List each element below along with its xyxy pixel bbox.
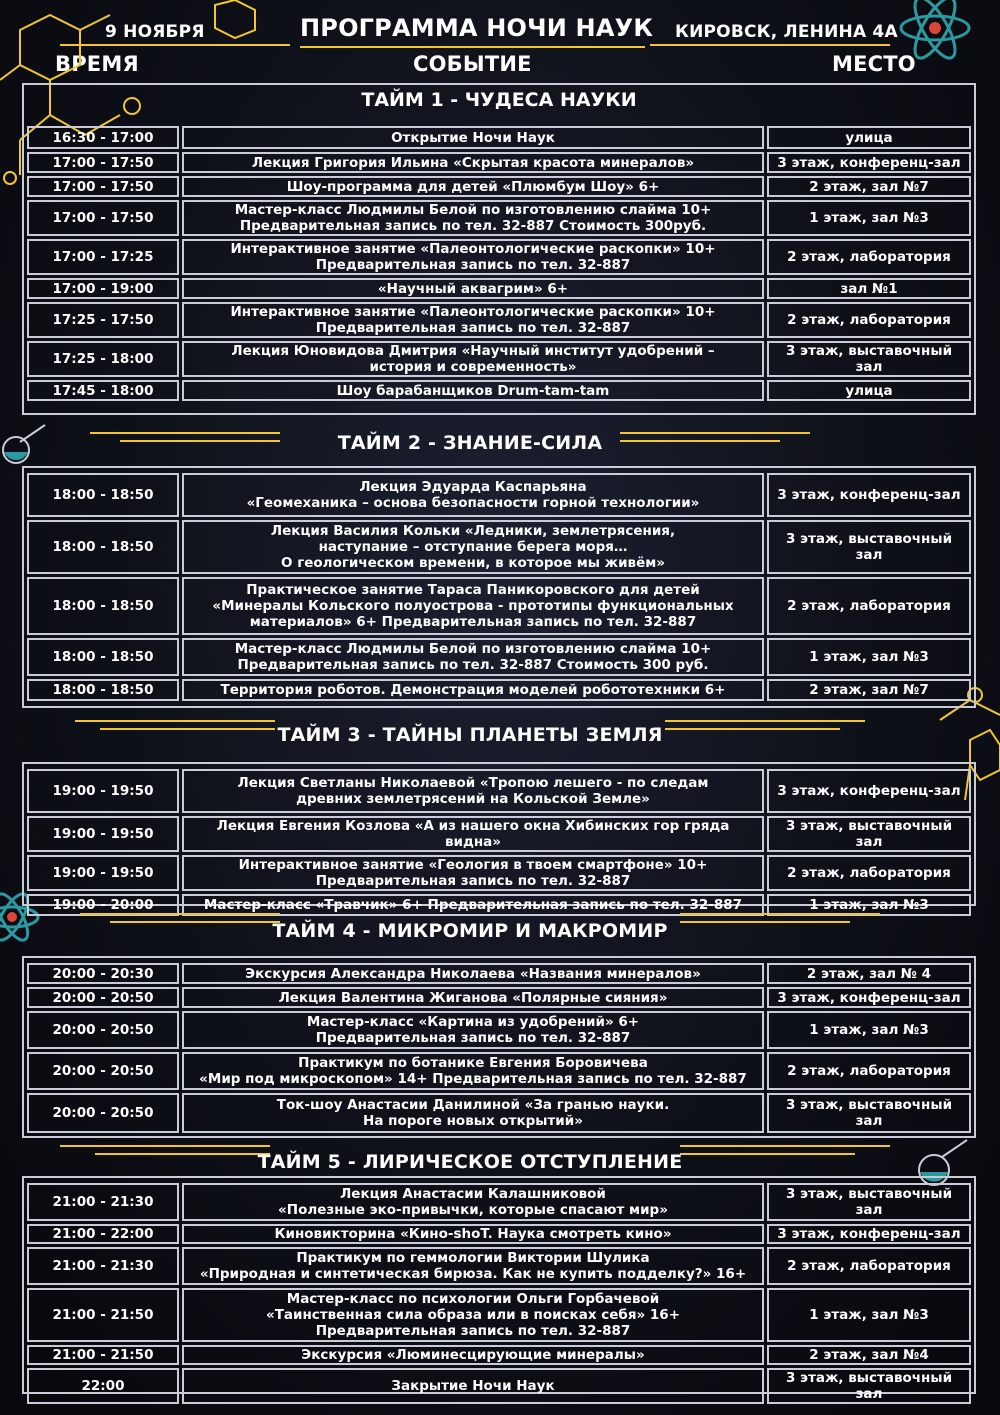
- divider-line: [60, 1145, 270, 1147]
- place-cell: 3 этаж, конференц-зал: [767, 987, 971, 1008]
- event-line: история и современность»: [369, 359, 577, 375]
- time-cell: 16:30 - 17:00: [27, 126, 179, 149]
- event-line: «Полезные эко-привычки, которые спасают мир»: [278, 1202, 668, 1218]
- table-row: [27, 1093, 971, 1133]
- event-cell: [182, 577, 764, 635]
- time-cell: 17:00 - 19:00: [27, 278, 179, 299]
- time-cell: 18:00 - 18:50: [27, 473, 179, 517]
- time-cell: 22:00: [27, 1368, 179, 1404]
- divider-line: [680, 1145, 890, 1147]
- time-cell: 21:00 - 21:50: [27, 1345, 179, 1365]
- event-cell: [182, 520, 764, 574]
- divider-line: [75, 720, 275, 722]
- table-row: [27, 380, 971, 401]
- table-row: [27, 341, 971, 377]
- event-line: Интерактивное занятие «Палеонтологические раскопки» 10+: [230, 241, 716, 257]
- event-line: Лекция Валентина Жиганова «Полярные сияния»: [278, 989, 668, 1006]
- event-cell: [182, 1052, 764, 1090]
- event-line: Закрытие Ночи Наук: [391, 1378, 555, 1394]
- event-cell: [182, 473, 764, 517]
- place-cell: 1 этаж, зал №3: [767, 1011, 971, 1049]
- table-row: [27, 473, 971, 517]
- section-title: ТАЙМ 1 - ЧУДЕСА НАУКИ: [361, 89, 637, 111]
- table-row: [27, 679, 971, 701]
- place-cell: 2 этаж, зал №4: [767, 1345, 971, 1365]
- place-cell: 2 этаж, лаборатория: [767, 577, 971, 635]
- place-cell: 3 этаж, выставочный зал: [767, 341, 971, 377]
- time-cell: 20:00 - 20:50: [27, 987, 179, 1008]
- event-cell: [182, 1011, 764, 1049]
- table-row: [27, 1183, 971, 1221]
- event-line: Интерактивное занятие «Геология в твоем смартфоне» 10+: [238, 857, 708, 873]
- event-cell: [182, 1368, 764, 1404]
- event-line: «Минералы Кольского полуострова - прототипы функциональных: [212, 598, 734, 614]
- place-cell: 2 этаж, лаборатория: [767, 239, 971, 275]
- event-date: 9 НОЯБРЯ: [105, 22, 205, 42]
- event-cell: [182, 816, 764, 852]
- event-line: Ток-шоу Анастасии Данилиной «За гранью науки.: [276, 1097, 670, 1113]
- place-cell: улица: [767, 126, 971, 149]
- event-line: Практикум по геммологии Виктории Шулика: [296, 1250, 650, 1266]
- table-row: [27, 200, 971, 236]
- section-title: ТАЙМ 2 - ЗНАНИЕ-СИЛА: [337, 432, 603, 454]
- event-cell: [182, 126, 764, 149]
- time-cell: 21:00 - 21:30: [27, 1183, 179, 1221]
- event-cell: [182, 341, 764, 377]
- time-cell: 19:00 - 19:50: [27, 769, 179, 813]
- table-row: [27, 1224, 971, 1244]
- event-line: Лекция Василия Кольки «Ледники, землетрясения,: [270, 523, 676, 539]
- event-cell: [182, 1183, 764, 1221]
- time-cell: 17:45 - 18:00: [27, 380, 179, 401]
- time-cell: 21:00 - 21:50: [27, 1288, 179, 1342]
- schedule-table: [24, 1180, 974, 1407]
- table-row: [27, 152, 971, 173]
- place-cell: 1 этаж, зал №3: [767, 894, 971, 916]
- place-cell: 2 этаж, зал №7: [767, 176, 971, 197]
- time-cell: 20:00 - 20:50: [27, 1093, 179, 1133]
- event-cell: [182, 1224, 764, 1244]
- event-cell: [182, 176, 764, 197]
- time-cell: 21:00 - 21:30: [27, 1247, 179, 1285]
- schedule-table: [24, 470, 974, 704]
- place-cell: 2 этаж, лаборатория: [767, 855, 971, 891]
- table-row: [27, 816, 971, 852]
- event-line: Киновикторина «Кино-shoT. Наука смотреть кино»: [274, 1226, 672, 1242]
- place-cell: 1 этаж, зал №3: [767, 638, 971, 676]
- event-cell: [182, 200, 764, 236]
- event-line: Экскурсия Александра Николаева «Названия минералов»: [245, 965, 701, 982]
- event-cell: [182, 1288, 764, 1342]
- event-line: Практическое занятие Тараса Паникоровского для детей: [246, 582, 700, 598]
- time-cell: 21:00 - 22:00: [27, 1224, 179, 1244]
- event-line: Интерактивное занятие «Палеонтологические раскопки» 10+: [230, 304, 716, 320]
- event-line: «Геомеханика – основа безопасности горной технологии»: [246, 495, 700, 511]
- page-title: ПРОГРАММА НОЧИ НАУК: [300, 14, 654, 42]
- place-cell: 2 этаж, зал № 4: [767, 963, 971, 984]
- event-cell: [182, 239, 764, 275]
- place-cell: 3 этаж, выставочный зал: [767, 816, 971, 852]
- event-line: Предварительная запись по тел. 32-887 Стоимость 300руб.: [239, 218, 707, 234]
- table-row: [27, 638, 971, 676]
- place-cell: зал №1: [767, 278, 971, 299]
- event-cell: [182, 769, 764, 813]
- place-cell: 3 этаж, выставочный зал: [767, 1368, 971, 1404]
- section-title: ТАЙМ 3 - ТАЙНЫ ПЛАНЕТЫ ЗЕМЛЯ: [277, 724, 663, 746]
- event-line: наступание – отступание берега моря…: [318, 539, 628, 555]
- event-cell: [182, 855, 764, 891]
- event-line: Мастер-класс «Травчик» 6+ Предварительная запись по тел. 32-887: [203, 897, 743, 913]
- event-line: Шоу-программа для детей «Плюмбум Шоу» 6+: [286, 178, 660, 195]
- event-cell: [182, 302, 764, 338]
- event-line: На пороге новых открытий»: [363, 1113, 583, 1129]
- time-cell: 17:00 - 17:50: [27, 152, 179, 173]
- section-title: ТАЙМ 4 - МИКРОМИР И МАКРОМИР: [272, 920, 668, 942]
- event-line: Предварительная запись по тел. 32-887: [315, 1030, 631, 1046]
- time-cell: 20:00 - 20:30: [27, 963, 179, 984]
- event-line: О геологическом времени, в которое мы живём»: [281, 555, 665, 571]
- event-cell: [182, 1247, 764, 1285]
- event-cell: [182, 152, 764, 173]
- event-cell: [182, 278, 764, 299]
- place-cell: 2 этаж, лаборатория: [767, 1052, 971, 1090]
- section-2: [22, 466, 976, 708]
- time-cell: 20:00 - 20:50: [27, 1011, 179, 1049]
- event-address: КИРОВСК, ЛЕНИНА 4А: [675, 22, 898, 42]
- event-line: «Таинственная сила образа или в поисках себя» 16+: [265, 1307, 681, 1323]
- place-cell: 2 этаж, лаборатория: [767, 1247, 971, 1285]
- section-3: [22, 762, 976, 913]
- event-line: Предварительная запись по тел. 32-887: [315, 320, 631, 336]
- event-line: Открытие Ночи Наук: [391, 129, 555, 146]
- place-cell: 3 этаж, выставочный зал: [767, 1183, 971, 1221]
- divider-line: [80, 913, 280, 915]
- table-row: [27, 963, 971, 984]
- place-cell: улица: [767, 380, 971, 401]
- event-line: Мастер-класс Людмилы Белой по изготовлению слайма 10+: [234, 202, 712, 218]
- event-cell: [182, 679, 764, 701]
- place-cell: 2 этаж, зал №7: [767, 679, 971, 701]
- event-cell: [182, 638, 764, 676]
- event-line: Предварительная запись по тел. 32-887 Стоимость 300 руб.: [237, 657, 709, 673]
- event-line: «Природная и синтетическая бирюза. Как не купить подделку?» 16+: [199, 1266, 747, 1282]
- event-line: Предварительная запись по тел. 32-887: [315, 1323, 631, 1339]
- event-line: Мастер-класс по психологии Ольги Горбачевой: [286, 1291, 660, 1307]
- section-1: [22, 83, 976, 415]
- table-row: [27, 126, 971, 149]
- event-line: Практикум по ботанике Евгения Боровичева: [298, 1055, 648, 1071]
- table-row: [27, 855, 971, 891]
- time-cell: 19:00 - 19:50: [27, 816, 179, 852]
- divider-line: [680, 913, 880, 915]
- divider-line: [665, 720, 865, 722]
- schedule-table: [24, 123, 974, 404]
- section-5: [22, 1176, 976, 1402]
- table-row: [27, 1345, 971, 1365]
- event-line: Мастер-класс Людмилы Белой по изготовлению слайма 10+: [234, 641, 712, 657]
- event-line: материалов» 6+ Предварительная запись по тел. 32-887: [249, 614, 697, 630]
- place-cell: 1 этаж, зал №3: [767, 1288, 971, 1342]
- event-line: Территория роботов. Демонстрация моделей робототехники 6+: [220, 682, 726, 698]
- section-4: [22, 956, 976, 1138]
- time-cell: 18:00 - 18:50: [27, 679, 179, 701]
- event-line: «Научный аквагрим» 6+: [377, 280, 569, 297]
- table-row: [27, 1288, 971, 1342]
- table-row: [27, 1052, 971, 1090]
- time-cell: 18:00 - 18:50: [27, 577, 179, 635]
- header-underline-right: [650, 44, 890, 46]
- event-line: Лекция Евгения Козлова «А из нашего окна Хибинских гор гряда видна»: [216, 818, 730, 850]
- time-cell: 18:00 - 18:50: [27, 520, 179, 574]
- event-line: Предварительная запись по тел. 32-887: [315, 257, 631, 273]
- table-row: [27, 987, 971, 1008]
- place-cell: 3 этаж, конференц-зал: [767, 1224, 971, 1244]
- time-cell: 17:00 - 17:50: [27, 200, 179, 236]
- time-cell: 17:00 - 17:50: [27, 176, 179, 197]
- molecule-top-icon: [205, 0, 265, 40]
- time-cell: 17:00 - 17:25: [27, 239, 179, 275]
- column-header-event: СОБЫТИЕ: [413, 52, 532, 76]
- table-row: [27, 577, 971, 635]
- time-cell: 17:25 - 17:50: [27, 302, 179, 338]
- schedule-table: [24, 766, 974, 919]
- event-line: Предварительная запись по тел. 32-887: [315, 873, 631, 889]
- header-underline-center: [300, 46, 645, 48]
- column-header-time: ВРЕМЯ: [55, 52, 139, 76]
- atom-top-right-icon: [895, 0, 975, 60]
- time-cell: 18:00 - 18:50: [27, 638, 179, 676]
- event-line: Лекция Светланы Николаевой «Тропою лешего - по следам: [237, 775, 709, 791]
- event-line: Мастер-класс «Картина из удобрений» 6+: [306, 1014, 640, 1030]
- table-row: [27, 302, 971, 338]
- place-cell: 3 этаж, конференц-зал: [767, 769, 971, 813]
- event-line: Лекция Анастасии Калашниковой: [340, 1186, 606, 1202]
- table-row: [27, 239, 971, 275]
- place-cell: 1 этаж, зал №3: [767, 200, 971, 236]
- table-row: [27, 769, 971, 813]
- event-line: Шоу барабанщиков Drum-tam-tam: [336, 382, 610, 399]
- event-cell: [182, 987, 764, 1008]
- event-cell: [182, 963, 764, 984]
- time-cell: 19:00 - 19:50: [27, 855, 179, 891]
- schedule-table: [24, 960, 974, 1136]
- time-cell: 19:00 - 20:00: [27, 894, 179, 916]
- place-cell: 3 этаж, конференц-зал: [767, 473, 971, 517]
- time-cell: 20:00 - 20:50: [27, 1052, 179, 1090]
- event-line: Лекция Юновидова Дмитрия «Научный институт удобрений –: [231, 343, 715, 359]
- event-cell: [182, 380, 764, 401]
- event-line: древних землетрясений на Кольской Земле»: [296, 791, 650, 807]
- table-row: [27, 1247, 971, 1285]
- section-title: ТАЙМ 5 - ЛИРИЧЕСКОЕ ОТСТУПЛЕНИЕ: [257, 1151, 683, 1173]
- table-row: [27, 1011, 971, 1049]
- event-line: «Мир под микроскопом» 14+ Предварительная запись по тел. 32-887: [199, 1071, 747, 1087]
- place-cell: 2 этаж, лаборатория: [767, 302, 971, 338]
- column-header-place: МЕСТО: [832, 52, 916, 76]
- place-cell: 3 этаж, выставочный зал: [767, 520, 971, 574]
- event-line: Лекция Эдуарда Каспарьяна: [359, 479, 587, 495]
- table-row: [27, 520, 971, 574]
- table-row: [27, 278, 971, 299]
- table-row: [27, 1368, 971, 1404]
- event-cell: [182, 1093, 764, 1133]
- event-line: Экскурсия «Люминесцирующие минералы»: [301, 1347, 645, 1363]
- event-line: Лекция Григория Ильина «Скрытая красота минералов»: [251, 154, 695, 171]
- event-cell: [182, 1345, 764, 1365]
- place-cell: 3 этаж, конференц-зал: [767, 152, 971, 173]
- table-row: [27, 176, 971, 197]
- place-cell: 3 этаж, выставочный зал: [767, 1093, 971, 1133]
- time-cell: 17:25 - 18:00: [27, 341, 179, 377]
